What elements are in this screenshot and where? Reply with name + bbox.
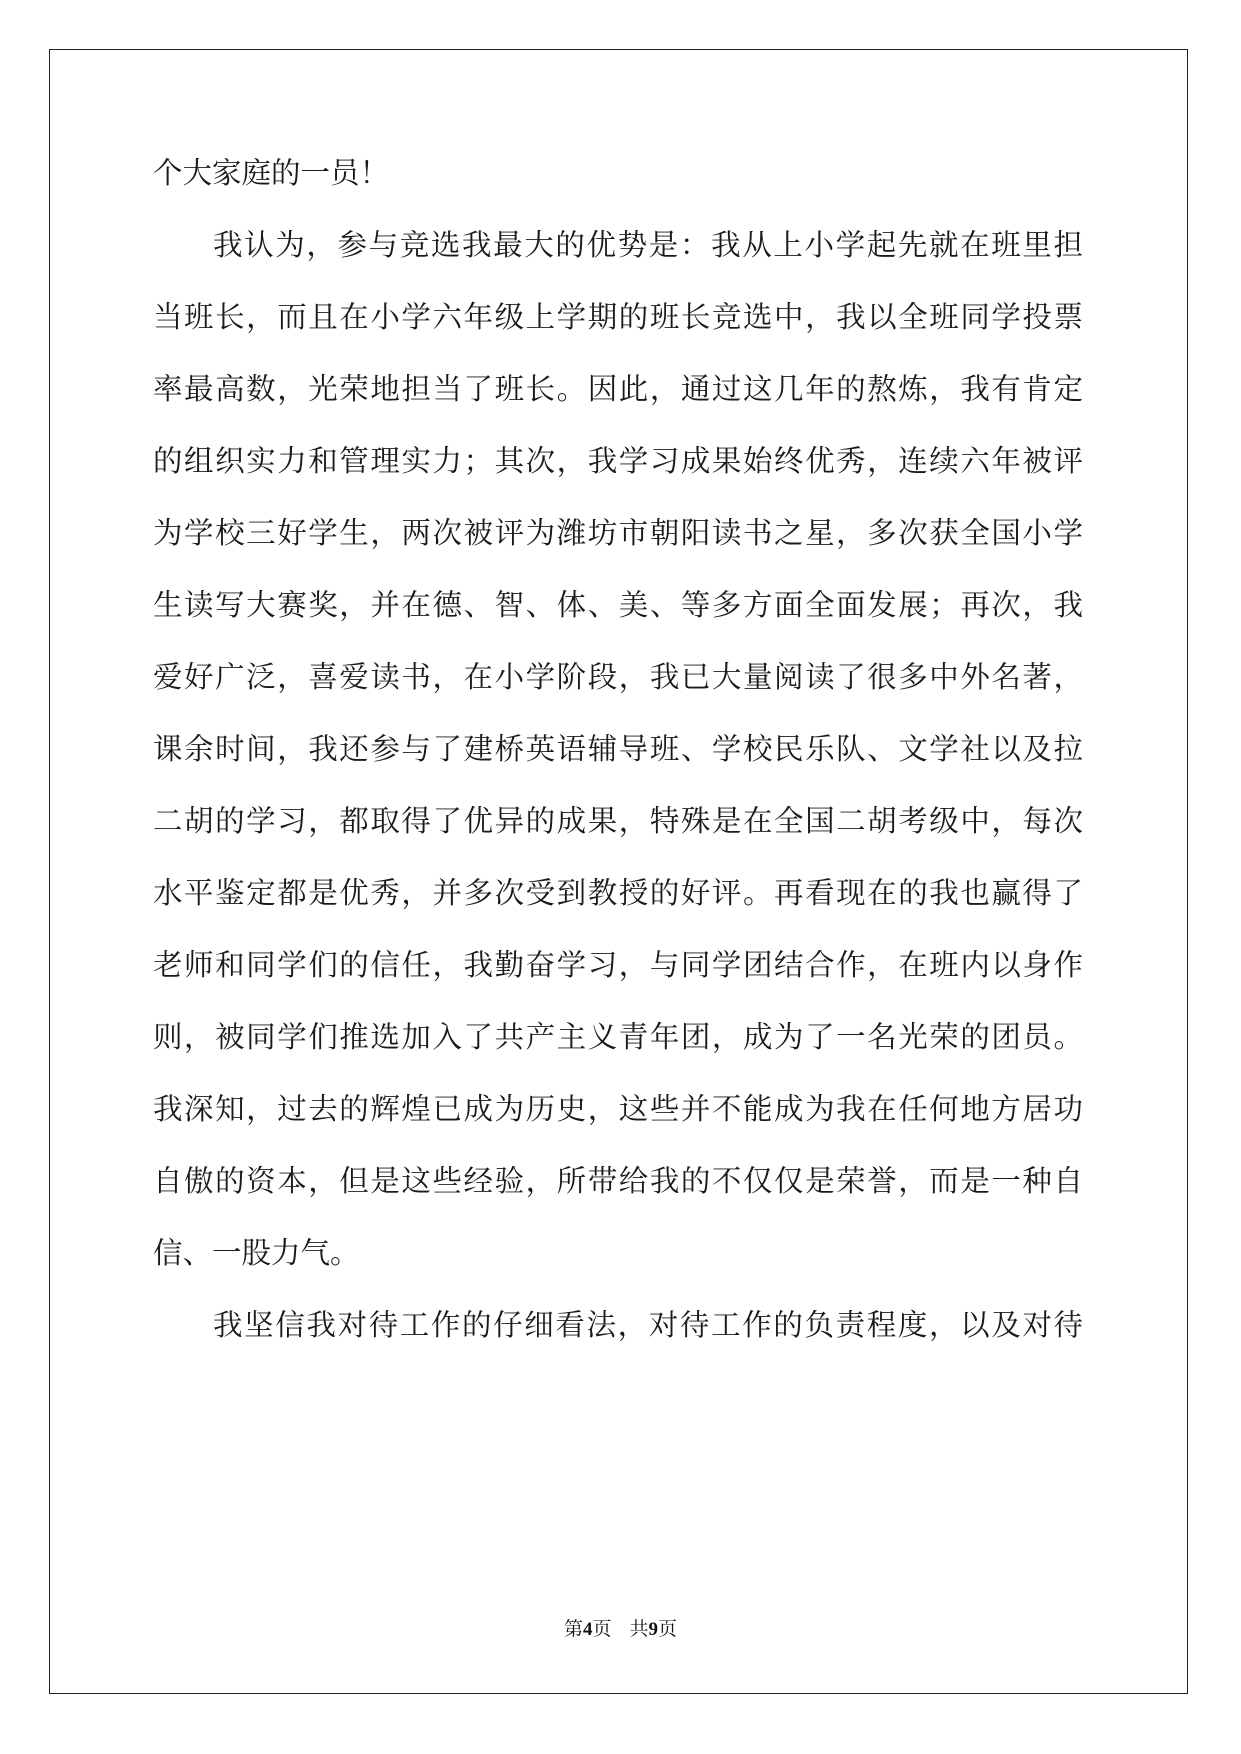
body-line: 水平鉴定都是优秀，并多次受到教授的好评。再看现在的我也赢得了 <box>153 876 1083 910</box>
body-line: 自傲的资本，但是这些经验，所带给我的不仅仅是荣誉，而是一种自 <box>153 1164 1083 1198</box>
body-line: 信、一股力气。 <box>153 1236 360 1270</box>
footer-prefix: 第 <box>563 1619 583 1640</box>
page-border <box>49 49 1188 1694</box>
page-number: 4 <box>582 1619 593 1640</box>
body-line: 为学校三好学生，两次被评为潍坊市朝阳读书之星，多次获全国小学 <box>153 516 1083 550</box>
footer-total-prefix: 共 <box>629 1619 649 1640</box>
body-line: 课余时间，我还参与了建桥英语辅导班、学校民乐队、文学社以及拉 <box>153 732 1083 766</box>
body-line: 我坚信我对待工作的仔细看法，对待工作的负责程度，以及对待 <box>213 1308 1083 1342</box>
footer-total-suffix: 页 <box>658 1619 678 1640</box>
footer-page-suffix: 页 <box>592 1619 612 1640</box>
body-line: 个大家庭的一员！ <box>153 156 390 190</box>
page-footer <box>0 1614 1241 1641</box>
body-line: 则，被同学们推选加入了共产主义青年团，成为了一名光荣的团员。 <box>153 1020 1083 1054</box>
body-line: 爱好广泛，喜爱读书，在小学阶段，我已大量阅读了很多中外名著， <box>153 660 1083 694</box>
body-line: 二胡的学习，都取得了优异的成果，特殊是在全国二胡考级中，每次 <box>153 804 1083 838</box>
body-line: 率最高数，光荣地担当了班长。因此，通过这几年的熬炼，我有肯定 <box>153 372 1083 406</box>
body-line: 的组织实力和管理实力；其次，我学习成果始终优秀，连续六年被评 <box>153 444 1083 478</box>
body-line: 我认为，参与竞选我最大的优势是：我从上小学起先就在班里担 <box>213 228 1083 262</box>
body-line: 我深知，过去的辉煌已成为历史，这些并不能成为我在任何地方居功 <box>153 1092 1083 1126</box>
body-line: 当班长，而且在小学六年级上学期的班长竞选中，我以全班同学投票 <box>153 300 1083 334</box>
body-line: 老师和同学们的信任，我勤奋学习，与同学团结合作，在班内以身作 <box>153 948 1083 982</box>
body-line: 生读写大赛奖，并在德、智、体、美、等多方面全面发展；再次，我 <box>153 588 1083 622</box>
total-pages: 9 <box>648 1619 659 1640</box>
